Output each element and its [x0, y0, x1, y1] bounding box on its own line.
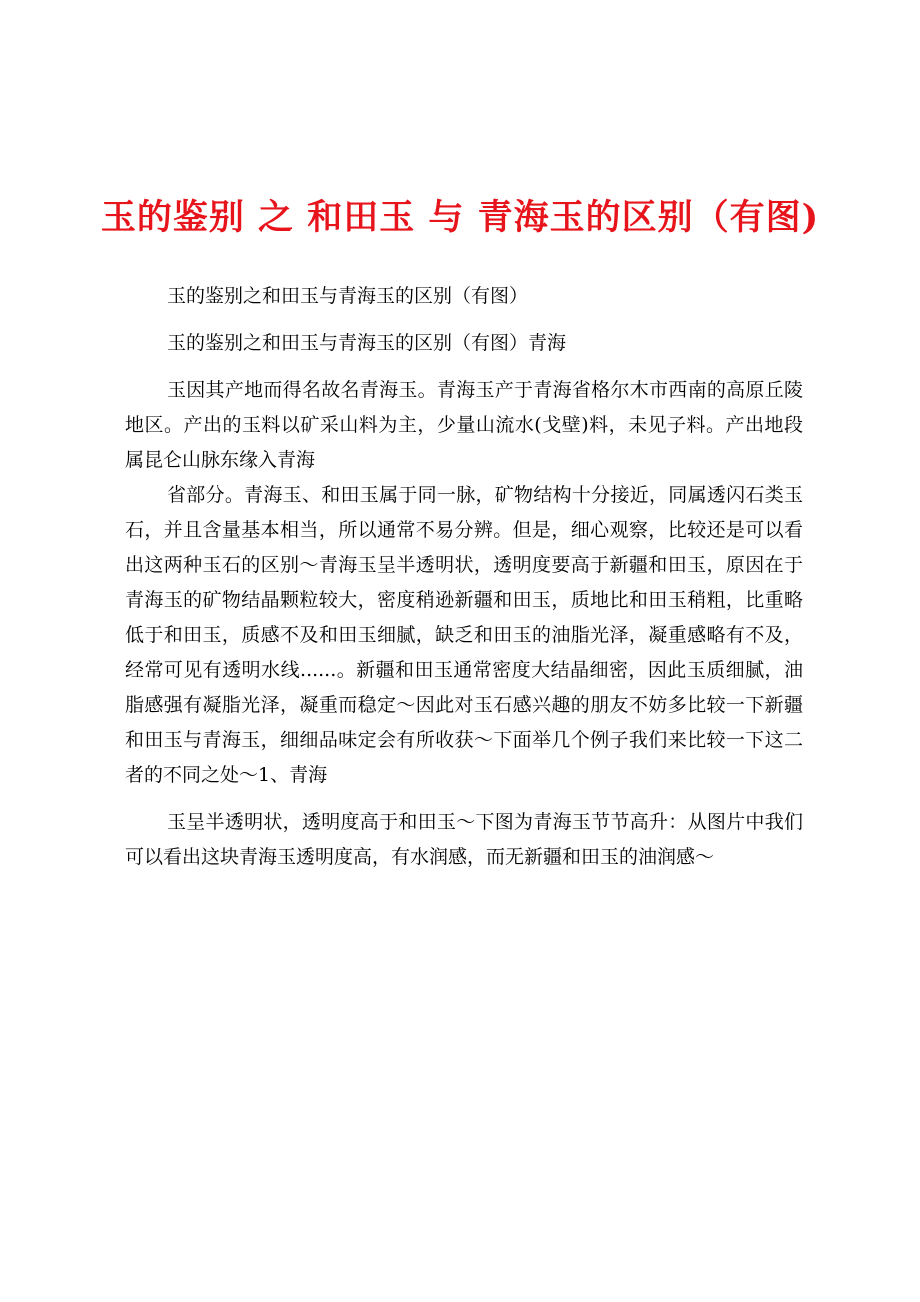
document-title: 玉的鉴别 之 和田玉 与 青海玉的区别（有图) [100, 197, 820, 238]
paragraph: 玉呈半透明状，透明度高于和田玉～下图为青海玉节节高升：从图片中我们可以看出这块青海玉透明度高，有水润感，而无新疆和田玉的油润感～ [125, 811, 803, 868]
paragraph: 玉的鉴别之和田玉与青海玉的区别（有图） [167, 285, 529, 307]
paragraph: 玉的鉴别之和田玉与青海玉的区别（有图）青海 [167, 332, 567, 354]
paragraph: 玉因其产地而得名故名青海玉。青海玉产于青海省格尔木市西南的高原丘陵地区。产出的玉料以矿采山料为主，少量山流水(戈壁)料，未见子料。产出地段属昆仑山脉东缘入青海 [125, 379, 803, 471]
paragraph: 省部分。青海玉、和田玉属于同一脉，矿物结构十分接近，同属透闪石类玉石，并且含量基本相当，所以通常不易分辨。但是，细心观察，比较还是可以看出这两种玉石的区别～青海玉呈半透明状，透明度要高于新疆和田玉，原因在于青海玉的矿物结晶颗粒较大，密度稍逊新疆和田玉，质地比和田玉稍粗，比重略低于和田玉，质感不及和田玉细腻，缺乏和田玉的油脂光泽，凝重感略有不及，经常可见有透明水线......。新疆和田玉通常密度大结晶细密，因此玉质细腻，油脂感强有凝脂光泽，凝重而稳定～因此对玉石感兴趣的朋友不妨多比较一下新疆和田玉与青海玉，细细品味定会有所收获～下面举几个例子我们来比较一下这二者的不同之处～1、青海 [125, 484, 803, 786]
document-body [125, 279, 803, 887]
